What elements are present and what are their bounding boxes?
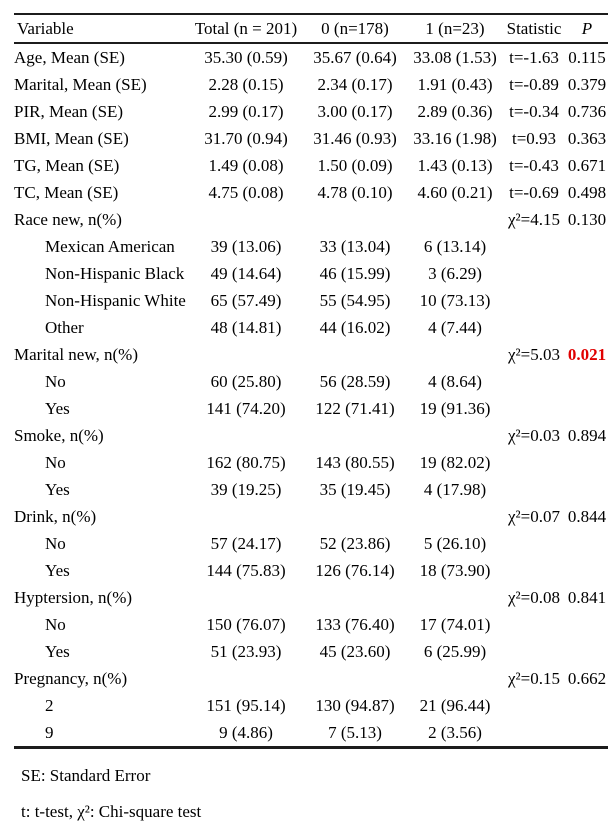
table-row (14, 314, 608, 341)
p-value-cell (566, 233, 608, 260)
table-row (14, 71, 608, 98)
table-row (14, 422, 608, 449)
group1-cell: 10 (73.13) (419, 291, 491, 310)
p-value-cell (566, 530, 608, 557)
total-cell: 9 (4.86) (219, 723, 273, 742)
group0-cell (302, 584, 408, 611)
total-cell: 1.49 (0.08) (208, 156, 284, 175)
total-cell: 144 (75.83) (206, 561, 286, 580)
variable-cell: Yes (45, 642, 70, 661)
group1-cell (408, 206, 502, 233)
statistic-cell (502, 611, 566, 638)
total-cell: 57 (24.17) (210, 534, 282, 553)
group0-cell: 55 (54.95) (319, 291, 391, 310)
variable-cell: PIR, Mean (SE) (14, 102, 124, 121)
group1-cell (408, 584, 502, 611)
variable-cell: No (45, 372, 66, 391)
p-value-cell (566, 476, 608, 503)
statistic-cell (502, 395, 566, 422)
statistic-cell: χ²=0.08 (508, 588, 560, 607)
table-row (14, 530, 608, 557)
p-value-cell (566, 611, 608, 638)
group1-cell (408, 665, 502, 692)
statistic-cell (502, 530, 566, 557)
group1-cell: 33.08 (1.53) (413, 48, 497, 67)
group0-cell: 126 (76.14) (315, 561, 395, 580)
statistic-cell (502, 314, 566, 341)
p-value-cell: 0.662 (567, 669, 607, 688)
variable-cell: Smoke, n(%) (14, 426, 104, 445)
group1-cell: 2 (3.56) (428, 723, 482, 742)
group1-cell: 17 (74.01) (419, 615, 491, 634)
group0-cell: 46 (15.99) (319, 264, 391, 283)
group1-cell: 3 (6.29) (428, 264, 482, 283)
table-row (14, 476, 608, 503)
total-cell (190, 665, 302, 692)
p-value-cell (566, 260, 608, 287)
total-cell: 60 (25.80) (210, 372, 282, 391)
group0-cell (302, 503, 408, 530)
statistic-cell: χ²=0.15 (508, 669, 560, 688)
statistic-cell: χ²=0.03 (508, 426, 560, 445)
p-value-cell: 0.894 (567, 426, 607, 445)
p-value-cell: 0.844 (567, 507, 607, 526)
p-value-cell (566, 692, 608, 719)
total-cell: 4.75 (0.08) (208, 183, 284, 202)
variable-cell: Race new, n(%) (14, 210, 122, 229)
statistic-cell (502, 287, 566, 314)
group1-cell: 19 (91.36) (419, 399, 491, 418)
table-row (14, 557, 608, 584)
group0-cell: 44 (16.02) (319, 318, 391, 337)
group1-cell: 21 (96.44) (419, 696, 491, 715)
table-row (14, 179, 608, 206)
p-value-cell: 0.841 (567, 588, 607, 607)
group0-cell: 7 (5.13) (328, 723, 382, 742)
group0-cell: 122 (71.41) (315, 399, 395, 418)
variable-cell: Hyptersion, n(%) (14, 588, 133, 607)
variable-cell: Non-Hispanic Black (45, 264, 185, 283)
variable-cell: 9 (45, 723, 54, 742)
column-header-statistic: Statistic (502, 14, 566, 43)
p-value-cell: 0.736 (567, 102, 607, 121)
table-row (14, 395, 608, 422)
p-value-cell (566, 449, 608, 476)
total-cell: 150 (76.07) (206, 615, 286, 634)
p-value-cell: 0.130 (567, 210, 607, 229)
statistic-cell: t=-0.34 (509, 102, 559, 121)
statistic-cell: t=-1.63 (509, 48, 559, 67)
variable-cell: No (45, 453, 66, 472)
variable-cell: Yes (45, 480, 70, 499)
total-cell (190, 503, 302, 530)
group1-cell: 6 (25.99) (423, 642, 487, 661)
variable-cell: Pregnancy, n(%) (14, 669, 128, 688)
p-value-cell: 0.671 (567, 156, 607, 175)
variable-cell: Yes (45, 561, 70, 580)
total-cell (190, 584, 302, 611)
p-value-cell (566, 719, 608, 748)
p-value-cell: 0.115 (568, 48, 606, 67)
statistic-cell (502, 260, 566, 287)
statistic-cell (502, 719, 566, 748)
p-value-cell: 0.379 (567, 75, 607, 94)
total-cell: 65 (57.49) (210, 291, 282, 310)
statistics-table (14, 13, 608, 749)
variable-cell: Yes (45, 399, 70, 418)
variable-cell: Marital new, n(%) (14, 345, 138, 364)
table-row (14, 692, 608, 719)
table-row (14, 665, 608, 692)
p-value-cell: 0.498 (567, 183, 607, 202)
group0-cell: 56 (28.59) (319, 372, 391, 391)
table-row (14, 719, 608, 748)
group0-cell: 31.46 (0.93) (313, 129, 397, 148)
group1-cell (408, 341, 502, 368)
total-cell: 2.99 (0.17) (208, 102, 284, 121)
p-value-cell (566, 395, 608, 422)
table-row (14, 206, 608, 233)
group0-cell: 52 (23.86) (319, 534, 391, 553)
group1-cell: 18 (73.90) (419, 561, 491, 580)
column-header-total: Total (n = 201) (190, 14, 302, 43)
variable-cell: No (45, 534, 66, 553)
statistic-cell (502, 638, 566, 665)
group0-cell (302, 206, 408, 233)
group0-cell: 130 (94.87) (315, 696, 395, 715)
total-cell: 141 (74.20) (206, 399, 286, 418)
total-cell: 151 (95.14) (206, 696, 286, 715)
table-row (14, 260, 608, 287)
variable-cell: No (45, 615, 66, 634)
table-row (14, 98, 608, 125)
statistic-cell: χ²=4.15 (508, 210, 560, 229)
table-row (14, 503, 608, 530)
statistic-cell: t=-0.69 (509, 183, 559, 202)
group0-cell: 143 (80.55) (315, 453, 395, 472)
statistic-cell: t=0.93 (511, 129, 557, 148)
total-cell (190, 206, 302, 233)
table-row (14, 341, 608, 368)
total-cell: 162 (80.75) (206, 453, 286, 472)
table-body (14, 43, 608, 748)
p-value-cell (566, 287, 608, 314)
statistic-cell: χ²=5.03 (508, 345, 560, 364)
statistic-cell (502, 449, 566, 476)
variable-cell: TC, Mean (SE) (14, 183, 119, 202)
footnotes (14, 766, 608, 822)
table-row (14, 233, 608, 260)
group1-cell: 33.16 (1.98) (413, 129, 497, 148)
table-row (14, 125, 608, 152)
group0-cell: 1.50 (0.09) (317, 156, 393, 175)
total-cell: 48 (14.81) (210, 318, 282, 337)
group1-cell: 1.43 (0.13) (417, 156, 493, 175)
total-cell: 31.70 (0.94) (204, 129, 288, 148)
footnote-tests: t: t-test, χ²: Chi-square test (21, 802, 202, 821)
header-row (14, 14, 608, 43)
column-header-p: P (566, 14, 608, 43)
variable-cell: Non-Hispanic White (45, 291, 186, 310)
group0-cell: 4.78 (0.10) (317, 183, 393, 202)
variable-cell: Marital, Mean (SE) (14, 75, 147, 94)
variable-cell: Other (45, 318, 84, 337)
column-header-variable: Variable (14, 14, 190, 43)
group0-cell: 35.67 (0.64) (313, 48, 397, 67)
statistic-cell: t=-0.43 (509, 156, 559, 175)
group1-cell: 4 (17.98) (423, 480, 487, 499)
variable-cell: BMI, Mean (SE) (14, 129, 129, 148)
table-row (14, 584, 608, 611)
group0-cell: 35 (19.45) (319, 480, 391, 499)
total-cell: 2.28 (0.15) (208, 75, 284, 94)
column-header-group0: 0 (n=178) (302, 14, 408, 43)
statistic-cell (502, 476, 566, 503)
table-row (14, 152, 608, 179)
group0-cell: 33 (13.04) (319, 237, 391, 256)
table-row (14, 287, 608, 314)
total-cell: 35.30 (0.59) (204, 48, 288, 67)
table-row (14, 611, 608, 638)
statistic-cell (502, 557, 566, 584)
table-row (14, 43, 608, 71)
table-row (14, 368, 608, 395)
p-value-cell (566, 368, 608, 395)
group1-cell: 4.60 (0.21) (417, 183, 493, 202)
statistic-cell: t=-0.89 (509, 75, 559, 94)
total-cell: 39 (19.25) (210, 480, 282, 499)
group1-cell: 4 (7.44) (428, 318, 482, 337)
variable-cell: Age, Mean (SE) (14, 48, 125, 67)
variable-cell: TG, Mean (SE) (14, 156, 120, 175)
group1-cell: 5 (26.10) (423, 534, 487, 553)
group0-cell: 133 (76.40) (315, 615, 395, 634)
total-cell: 49 (14.64) (210, 264, 282, 283)
total-cell: 39 (13.06) (210, 237, 282, 256)
p-value-cell (566, 314, 608, 341)
statistic-cell: χ²=0.07 (508, 507, 560, 526)
statistic-cell (502, 368, 566, 395)
group0-cell (302, 422, 408, 449)
group1-cell: 1.91 (0.43) (417, 75, 493, 94)
group1-cell (408, 422, 502, 449)
group1-cell (408, 503, 502, 530)
p-value-cell: 0.363 (567, 129, 607, 148)
group0-cell (302, 665, 408, 692)
group0-cell: 3.00 (0.17) (317, 102, 393, 121)
group1-cell: 6 (13.14) (423, 237, 487, 256)
table-row (14, 638, 608, 665)
p-value-cell (566, 638, 608, 665)
total-cell: 51 (23.93) (210, 642, 282, 661)
total-cell (190, 422, 302, 449)
group1-cell: 19 (82.02) (419, 453, 491, 472)
p-value-cell: 0.021 (567, 345, 607, 364)
total-cell (190, 341, 302, 368)
group1-cell: 4 (8.64) (428, 372, 482, 391)
footnote-se: SE: Standard Error (21, 766, 151, 785)
statistic-cell (502, 233, 566, 260)
p-value-cell (566, 557, 608, 584)
variable-cell: Drink, n(%) (14, 507, 97, 526)
statistic-cell (502, 692, 566, 719)
variable-cell: 2 (45, 696, 54, 715)
group0-cell: 2.34 (0.17) (317, 75, 393, 94)
table-header (14, 14, 608, 43)
table-row (14, 449, 608, 476)
group0-cell (302, 341, 408, 368)
variable-cell: Mexican American (45, 237, 175, 256)
group0-cell: 45 (23.60) (319, 642, 391, 661)
column-header-group1: 1 (n=23) (408, 14, 502, 43)
group1-cell: 2.89 (0.36) (417, 102, 493, 121)
